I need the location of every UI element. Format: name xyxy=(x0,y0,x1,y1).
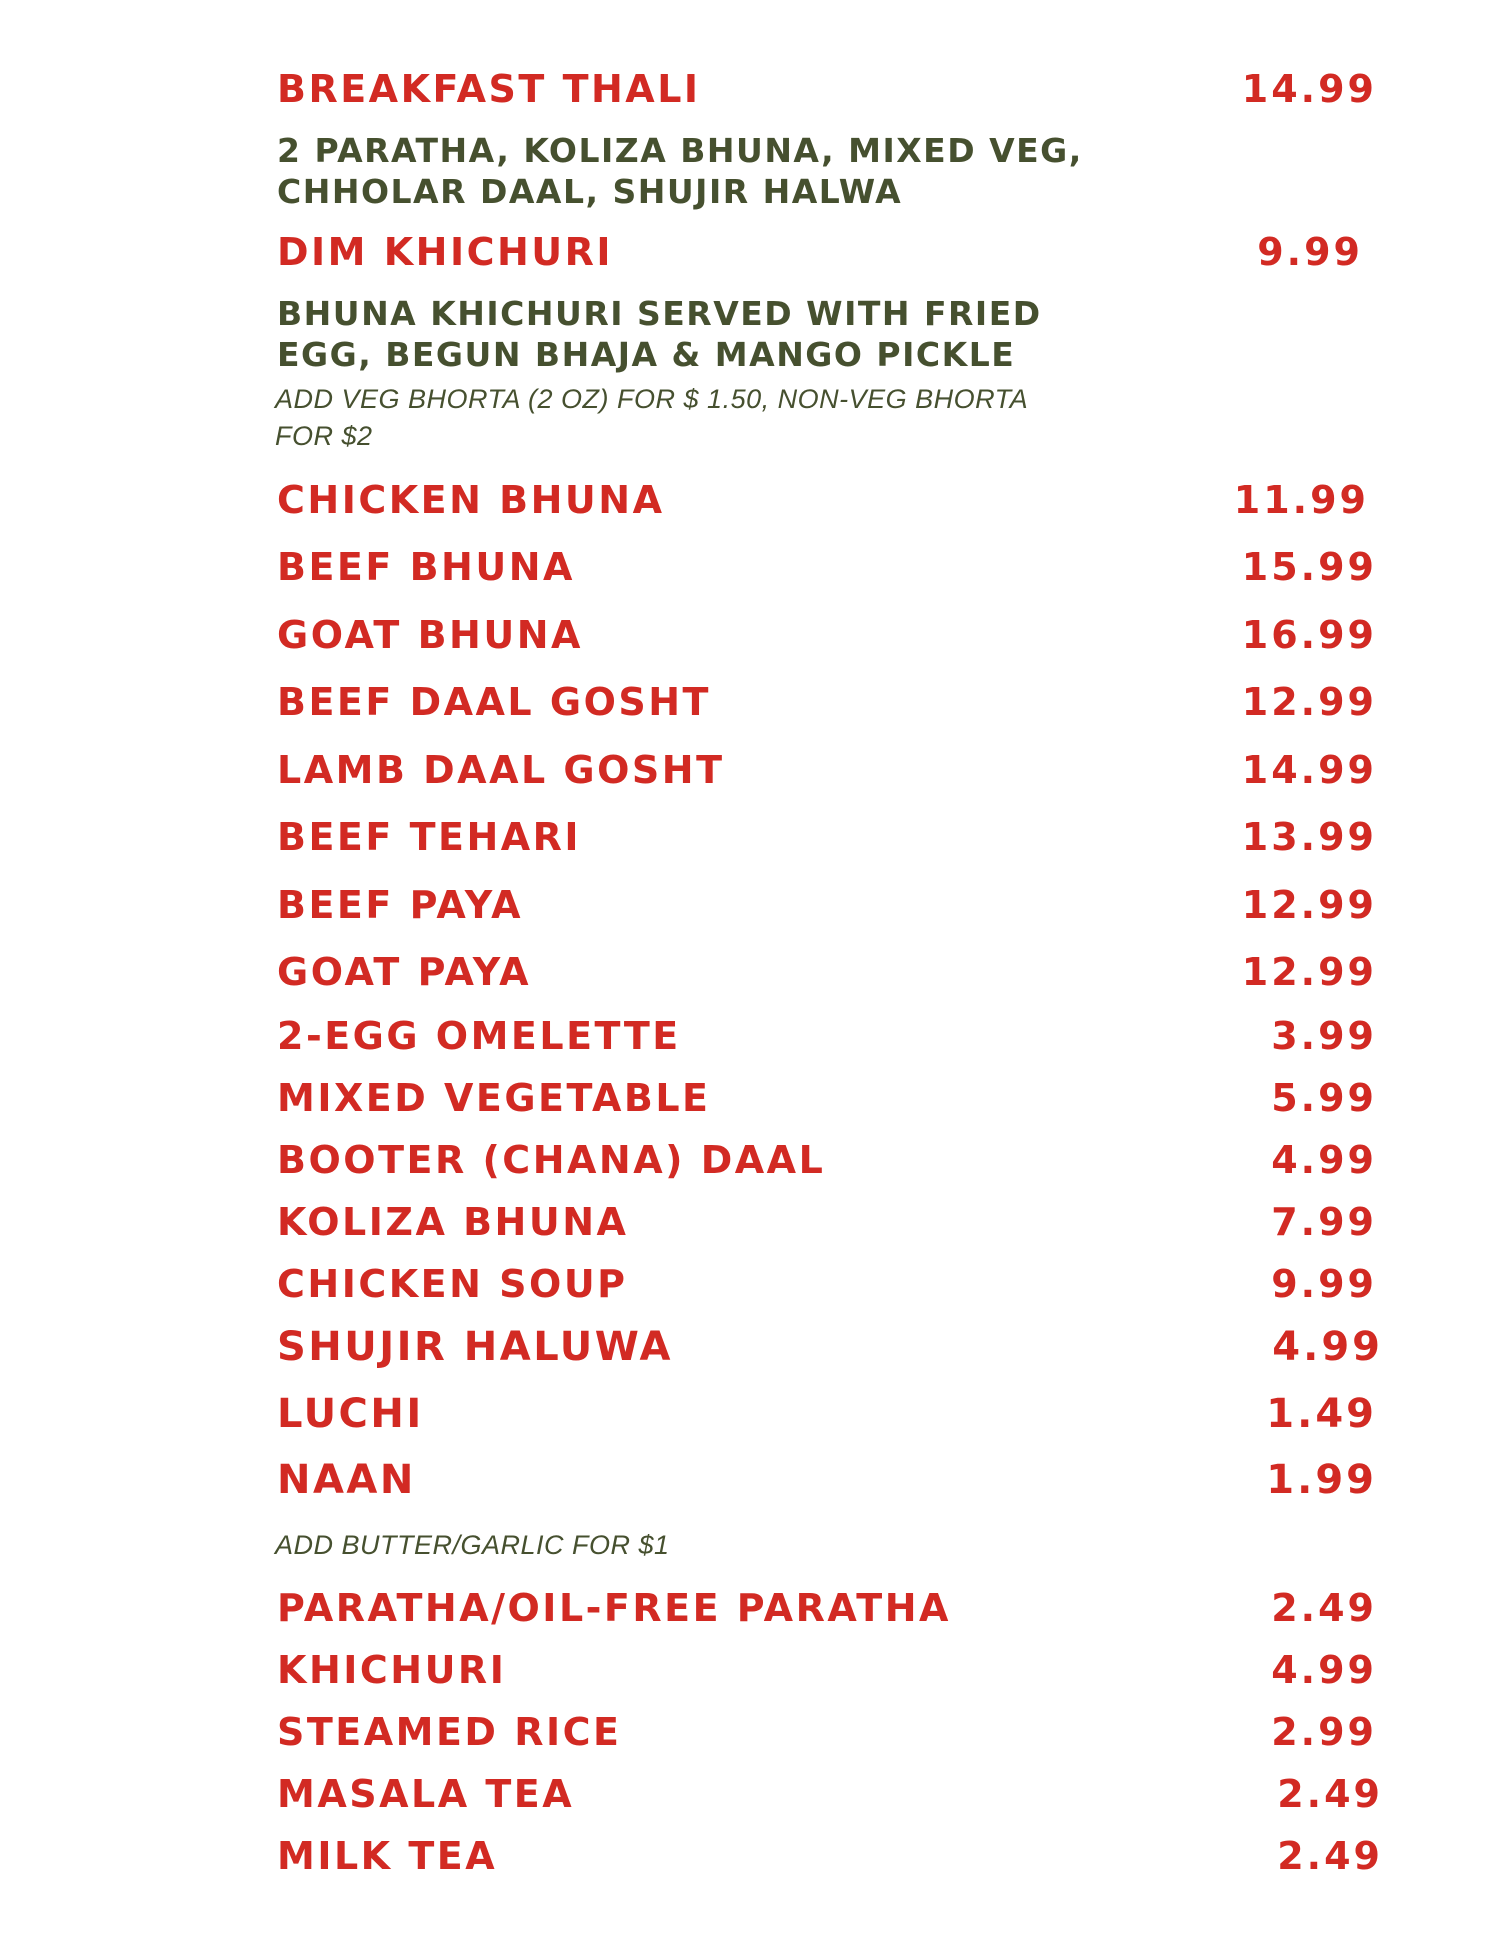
item-name: NAAN xyxy=(277,1457,416,1503)
item-name: DIM KHICHURI xyxy=(277,230,614,274)
item-price: 12.99 xyxy=(1241,883,1377,927)
item-price: 16.99 xyxy=(1241,613,1377,657)
item-name: CHICKEN BHUNA xyxy=(277,478,665,522)
item-price: 11.99 xyxy=(1233,478,1369,522)
item-price: 5.99 xyxy=(1271,1076,1377,1120)
item-name: MASALA TEA xyxy=(277,1772,575,1816)
item-name: STEAMED RICE xyxy=(277,1710,622,1754)
note-line: ADD VEG BHORTA (2 OZ) FOR $ 1.50, NON-VEG BHORTA xyxy=(275,384,1029,414)
item-price: 2.49 xyxy=(1277,1772,1383,1816)
item-price: 3.99 xyxy=(1271,1014,1377,1058)
item-name: LAMB DAAL GOSHT xyxy=(277,748,725,792)
item-name: BREAKFAST THALI xyxy=(277,67,701,111)
item-name: LUCHI xyxy=(277,1391,424,1437)
item-name: BEEF BHUNA xyxy=(277,545,575,589)
item-name: MIXED VEGETABLE xyxy=(277,1076,711,1120)
item-name: MILK TEA xyxy=(277,1834,498,1878)
item-name: BOOTER (CHANA) DAAL xyxy=(277,1138,826,1182)
item-price: 2.49 xyxy=(1271,1586,1377,1630)
item-price: 9.99 xyxy=(1257,230,1363,274)
item-name: BEEF PAYA xyxy=(277,883,523,927)
item-name: KOLIZA BHUNA xyxy=(277,1200,629,1244)
item-price: 2.99 xyxy=(1271,1710,1377,1754)
item-note: ADD BUTTER/GARLIC FOR $1 xyxy=(275,1530,670,1560)
item-name: GOAT BHUNA xyxy=(277,613,583,657)
item-price: 1.99 xyxy=(1266,1457,1377,1503)
item-description xyxy=(277,293,1177,375)
item-name: CHICKEN SOUP xyxy=(277,1262,628,1306)
item-price: 15.99 xyxy=(1241,545,1377,589)
item-price: 12.99 xyxy=(1241,680,1377,724)
note-line: FOR $2 xyxy=(275,421,373,451)
item-price: 2.49 xyxy=(1277,1834,1383,1878)
item-name: KHICHURI xyxy=(277,1648,507,1692)
description-line: BHUNA KHICHURI SERVED WITH FRIED xyxy=(277,294,1042,333)
item-price: 14.99 xyxy=(1241,748,1377,792)
item-price: 9.99 xyxy=(1271,1262,1377,1306)
item-price: 14.99 xyxy=(1241,67,1377,111)
item-name: 2-EGG OMELETTE xyxy=(277,1014,681,1058)
item-price: 13.99 xyxy=(1241,815,1377,859)
item-name: BEEF DAAL GOSHT xyxy=(277,680,711,724)
item-name: BEEF TEHARI xyxy=(277,815,582,859)
item-price: 4.99 xyxy=(1271,1648,1377,1692)
item-name: GOAT PAYA xyxy=(277,950,532,994)
description-line: CHHOLAR DAAL, SHUJIR HALWA xyxy=(277,172,903,211)
item-name: SHUJIR HALUWA xyxy=(277,1324,674,1370)
description-line: 2 PARATHA, KOLIZA BHUNA, MIXED VEG, xyxy=(277,131,1083,170)
item-price: 1.49 xyxy=(1266,1391,1377,1437)
item-name: PARATHA/OIL-FREE PARATHA xyxy=(277,1586,951,1630)
item-price: 12.99 xyxy=(1241,950,1377,994)
item-price: 7.99 xyxy=(1271,1200,1377,1244)
description-line: EGG, BEGUN BHAJA & MANGO PICKLE xyxy=(277,335,1016,374)
item-note xyxy=(275,381,1235,455)
item-price: 4.99 xyxy=(1271,1138,1377,1182)
item-description xyxy=(277,130,1177,212)
item-price: 4.99 xyxy=(1272,1324,1383,1370)
